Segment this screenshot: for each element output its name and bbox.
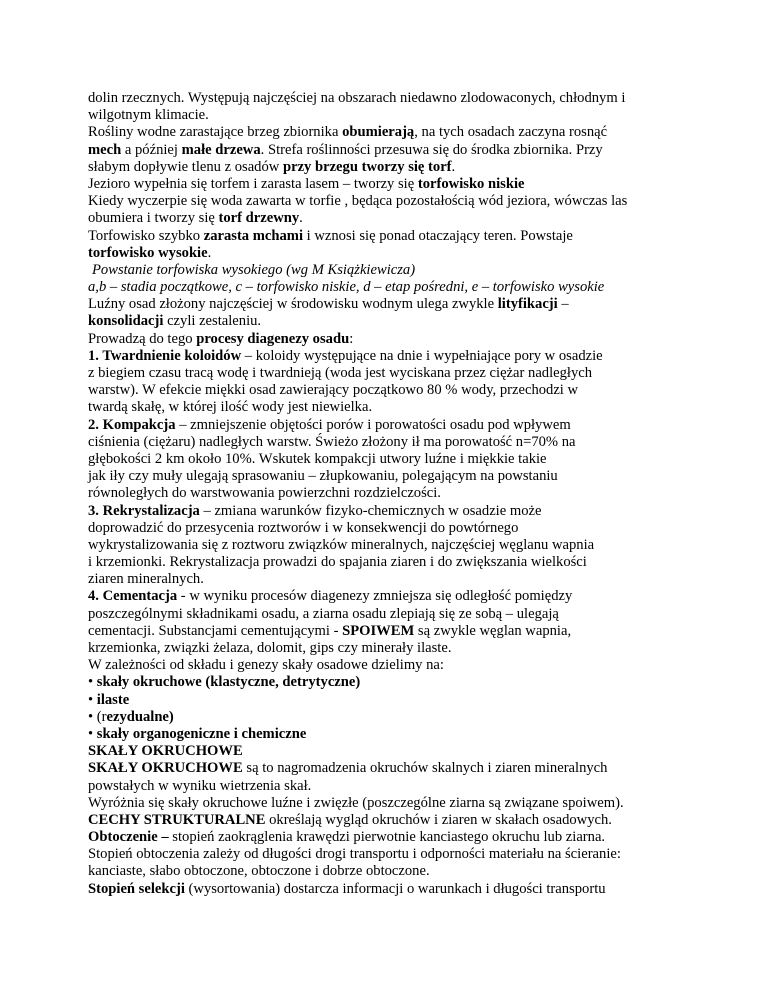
text-line bbox=[88, 692, 648, 709]
text-run: obumiera i tworzy się bbox=[88, 210, 219, 227]
text-run: dolin rzecznych. Występują najczęściej na obszarach niedawno zlodowaconych, chłodnym i bbox=[88, 90, 626, 106]
text-line bbox=[88, 881, 648, 898]
text-run: . Strefa roślinności przesuwa się do środka zbiornika. Przy bbox=[260, 141, 603, 158]
text-line bbox=[88, 434, 648, 451]
text-run: . bbox=[207, 244, 212, 261]
text-line bbox=[88, 606, 648, 623]
text-line bbox=[88, 365, 648, 382]
text-run: : bbox=[349, 330, 354, 347]
text-line bbox=[88, 588, 648, 605]
text-run: Prowadzą do tego bbox=[88, 330, 197, 347]
text-line bbox=[88, 503, 648, 520]
text-run: są zwykle węglan wapnia, bbox=[414, 622, 572, 639]
text-line bbox=[88, 159, 648, 176]
text-run: a później bbox=[121, 141, 182, 158]
bold-text: Obtoczenie – bbox=[88, 829, 169, 846]
text-line bbox=[88, 640, 648, 657]
bold-text: zarasta mchami bbox=[203, 227, 304, 244]
text-run: kanciaste, słabo obtoczone, obtoczone i dobrze obtoczone. bbox=[88, 863, 430, 880]
text-line bbox=[88, 296, 648, 313]
text-line bbox=[88, 726, 648, 743]
text-run: Kiedy wyczerpie się woda zawarta w torfie , będąca pozostałością wód jeziora, wówczas las bbox=[88, 193, 628, 210]
text-run: Rośliny wodne zarastające brzeg zbiornika bbox=[88, 124, 343, 141]
bold-text: przy brzegu tworzy się torf bbox=[282, 158, 452, 175]
text-run: równoległych do warstwowania powierzchni rozdzielczości. bbox=[88, 485, 441, 502]
text-run: poszczególnymi składnikami osadu, a ziarna osadu zlepiają się ze sobą – ulegają bbox=[88, 605, 559, 622]
text-run: . bbox=[299, 210, 303, 227]
text-run: wilgotnym klimacie. bbox=[88, 107, 209, 124]
bold-text: CECHY STRUKTURALNE bbox=[88, 811, 266, 828]
text-line bbox=[88, 554, 648, 571]
text-line bbox=[88, 142, 648, 159]
text-run: ciśnienia (ciężaru) nadległych warstw. Świeżo złożony ił ma porowatość n=70% na bbox=[88, 433, 576, 450]
text-line bbox=[88, 571, 648, 588]
text-line bbox=[88, 382, 648, 399]
bold-text: torf drzewny bbox=[218, 210, 300, 227]
text-run: słabym dopływie tlenu z osadów bbox=[88, 158, 283, 175]
text-run: . bbox=[451, 158, 456, 175]
text-run: - w wyniku procesów diagenezy zmniejsza się odległość pomiędzy bbox=[177, 588, 573, 605]
text-run: i wznosi się ponad otaczający teren. Powstaje bbox=[303, 227, 573, 244]
bold-text: 1. Twardnienie koloidów bbox=[88, 347, 242, 364]
text-run: są to nagromadzenia okruchów skalnych i ziaren mineralnych bbox=[242, 760, 608, 777]
text-line bbox=[88, 348, 648, 365]
text-run: • (r bbox=[88, 708, 107, 725]
text-line bbox=[88, 520, 648, 537]
text-run: a,b – stadia początkowe, c – torfowisko niskie, d – etap pośredni, e – torfowisko wysokie bbox=[88, 279, 605, 296]
text-run: twardą skałę, w której ilość wody jest niewielka. bbox=[88, 399, 373, 416]
text-line bbox=[88, 863, 648, 880]
text-line bbox=[88, 262, 648, 279]
text-run: Luźny osad złożony najczęściej w środowisku wodnym ulega zwykle bbox=[88, 296, 498, 313]
text-line bbox=[88, 846, 648, 863]
bold-text: skały organogeniczne i chemiczne bbox=[96, 725, 307, 742]
text-run: wykrystalizowania się z roztworu związków mineralnych, najczęściej węglanu wapnia bbox=[88, 536, 595, 553]
text-line bbox=[88, 778, 648, 795]
text-run: Torfowisko szybko bbox=[88, 227, 204, 244]
text-line bbox=[88, 107, 648, 124]
bold-text: procesy diagenezy osadu bbox=[196, 330, 350, 347]
text-run: • bbox=[88, 691, 97, 708]
text-line bbox=[88, 124, 648, 141]
text-run: stopień zaokrąglenia krawędzi pierwotnie kanciastego okruchu lub ziarna. bbox=[168, 829, 606, 846]
text-line bbox=[88, 417, 648, 434]
text-run: czyli zestaleniu. bbox=[163, 313, 262, 330]
bold-text: SKAŁY OKRUCHOWE bbox=[88, 760, 243, 777]
bold-text: skały okruchowe (klastyczne, detrytyczne) bbox=[96, 674, 361, 691]
text-run: • bbox=[88, 725, 97, 742]
text-line bbox=[88, 193, 648, 210]
text-line bbox=[88, 228, 648, 245]
text-run: i krzemionki. Rekrystalizacja prowadzi do spajania ziaren i do zwiększania wielkości bbox=[88, 554, 587, 571]
text-run: – bbox=[557, 296, 569, 313]
text-run: krzemionka, związki żelaza, dolomit, gips czy minerały ilaste. bbox=[88, 640, 452, 656]
text-line bbox=[88, 709, 648, 726]
text-line bbox=[88, 829, 648, 846]
text-line bbox=[88, 468, 648, 485]
bold-text: SPOIWEM bbox=[342, 622, 415, 639]
text-run: – koloidy występujące na dnie i wypełniające pory w osadzie bbox=[241, 347, 603, 364]
text-line bbox=[88, 760, 648, 777]
bold-text: Stopień selekcji bbox=[88, 880, 185, 897]
document-page bbox=[88, 90, 648, 898]
text-run: ziaren mineralnych. bbox=[88, 571, 204, 588]
text-run: warstw). W efekcie miękki osad zawierający początkowo 80 % wody, przechodzi w bbox=[88, 382, 579, 399]
text-line bbox=[88, 485, 648, 502]
bold-text: torfowisko niskie bbox=[417, 175, 525, 192]
text-line bbox=[88, 795, 648, 812]
text-run: Powstanie torfowiska wysokiego (wg M Książkiewicza) bbox=[92, 261, 416, 278]
text-line bbox=[88, 279, 648, 296]
bold-text: mech bbox=[88, 141, 122, 158]
bold-text: małe drzewa bbox=[181, 141, 261, 158]
text-line bbox=[88, 313, 648, 330]
text-run: z biegiem czasu tracą wodę i twardnieją (woda jest wyciskana przez ciężar nadległych bbox=[88, 365, 593, 381]
text-run: głębokości 2 km około 10%. Wskutek kompakcji utwory luźne i miękkie takie bbox=[88, 450, 547, 467]
text-line bbox=[88, 90, 648, 107]
text-line bbox=[88, 623, 648, 640]
text-line bbox=[88, 451, 648, 468]
text-run: , na tych osadach zaczyna rosnąć bbox=[414, 124, 608, 141]
text-run: (wysortowania) dostarcza informacji o warunkach i długości transportu bbox=[184, 880, 606, 897]
bold-text: konsolidacji bbox=[88, 313, 164, 330]
text-run: powstałych w wyniku wietrzenia skał. bbox=[88, 777, 312, 794]
text-line bbox=[88, 537, 648, 554]
bold-text: ilaste bbox=[96, 691, 130, 708]
text-run: Wyróżnia się skały okruchowe luźne i zwięzłe (poszczególne ziarna są związane spoiwem). bbox=[88, 794, 624, 811]
text-run: • bbox=[88, 674, 97, 691]
text-run: – zmniejszenie objętości porów i porowatości osadu pod wpływem bbox=[175, 416, 571, 433]
text-line bbox=[88, 399, 648, 416]
text-run: doprowadzić do przesycenia roztworów i w konsekwencji do powtórnego bbox=[88, 519, 519, 536]
text-run: określają wygląd okruchów i ziaren w skałach osadowych. bbox=[265, 811, 612, 828]
text-line bbox=[88, 674, 648, 691]
text-line bbox=[88, 743, 648, 760]
text-line bbox=[88, 176, 648, 193]
text-line bbox=[88, 210, 648, 227]
bold-text: lityfikacji bbox=[497, 296, 558, 313]
text-run: cementacji. Substancjami cementującymi - bbox=[88, 622, 343, 639]
bold-text: 2. Kompakcja bbox=[88, 416, 176, 433]
text-run: Jezioro wypełnia się torfem i zarasta lasem – tworzy się bbox=[88, 175, 418, 192]
text-run: jak iły czy muły ulegają sprasowaniu – złupkowaniu, polegającym na powstaniu bbox=[88, 468, 558, 485]
text-line bbox=[88, 245, 648, 262]
bold-text: SKAŁY OKRUCHOWE bbox=[88, 743, 243, 760]
text-line bbox=[88, 812, 648, 829]
text-line bbox=[88, 657, 648, 674]
text-run: W zależności od składu i genezy skały osadowe dzielimy na: bbox=[88, 657, 444, 674]
bold-text: 3. Rekrystalizacja bbox=[88, 502, 200, 519]
bold-text: torfowisko wysokie bbox=[88, 244, 208, 261]
text-run: Stopień obtoczenia zależy od długości drogi transportu i odporności materiału na ścieranie: bbox=[88, 846, 621, 863]
text-run: – zmiana warunków fizyko-chemicznych w osadzie może bbox=[199, 502, 542, 519]
bold-text: obumierają bbox=[342, 124, 415, 141]
text-line bbox=[88, 331, 648, 348]
bold-text: 4. Cementacja bbox=[88, 588, 178, 605]
bold-text: ezydualne) bbox=[106, 708, 174, 725]
